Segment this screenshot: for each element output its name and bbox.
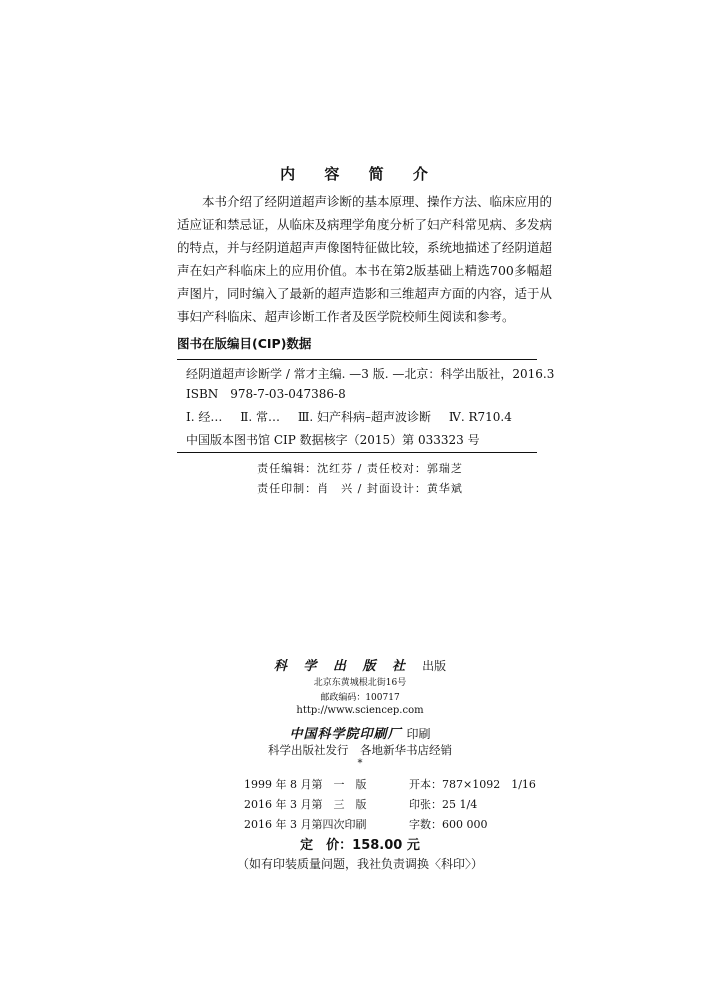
cip-number: 中国版本图书馆 CIP 数据核字（2015）第 033323 号 <box>186 433 480 447</box>
cip-class-item: Ⅰ. 经… <box>186 410 223 424</box>
page-title: 内 容 简 介 <box>280 165 440 183</box>
cip-top-rule <box>177 359 537 360</box>
publisher-suffix: 出版 <box>422 659 447 673</box>
publisher-line <box>0 655 720 674</box>
production-credits: 责任印制：肖 兴 / 封面设计：黄华斌 <box>257 482 463 495</box>
editor-credits: 责任编辑：沈红芬 / 责任校对：郭瑞芝 <box>257 462 463 475</box>
distribution-line: 科学出版社发行 各地新华书店经销 <box>268 743 452 757</box>
edition-row <box>244 776 536 792</box>
edition-row <box>244 816 488 832</box>
edition-date: 2016 年 3 月第 三 版 <box>244 798 367 811</box>
edition-row <box>244 796 477 812</box>
cip-class-item: Ⅲ. 妇产科病–超声波诊断 <box>297 410 432 424</box>
postcode: 邮政编码：100717 <box>320 693 400 703</box>
cip-classification <box>186 408 526 425</box>
printer-line <box>0 723 720 742</box>
book-summary: 本书介绍了经阴道超声诊断的基本原理、操作方法、临床应用的适应证和禁忌证，从临床及病理学角度分析了妇产科常见病、多发病的特点，并与经阴道超声声像图特征做比较，系统地描述了经阴道超声在妇产科临床上的应用价值。本书在第2版基础上精选700多幅超声图片，同时编入了最新的超声造影和三维超声方面的内容，适于从事妇产科临床、超声诊断工作者及医学院校师生阅读和参考。 <box>177 194 553 324</box>
edition-spec: 印张：25 1/4 <box>409 798 478 811</box>
edition-date: 2016 年 3 月第四次印刷 <box>244 818 367 831</box>
cip-bottom-rule <box>177 452 537 453</box>
printer-name: 中国科学院印刷厂 <box>289 727 402 742</box>
cip-isbn: ISBN 978-7-03-047386-8 <box>186 387 346 401</box>
separator-star: * <box>357 758 363 769</box>
cip-class-item: Ⅱ. 常… <box>240 410 280 424</box>
printer-suffix: 印刷 <box>406 727 431 741</box>
cip-catalog-line: 经阴道超声诊断学 / 常才主编. —3 版. —北京：科学出版社，2016.3 <box>186 367 555 381</box>
publisher-address: 北京东黄城根北街16号 <box>313 678 407 688</box>
price-value: 158.00 元 <box>352 838 420 853</box>
price-label: 定 价： <box>300 838 353 853</box>
publisher-name: 科 学 出 版 社 <box>273 659 411 674</box>
cip-class-item: Ⅳ. R710.4 <box>448 410 512 424</box>
cip-heading: 图书在版编目(CIP)数据 <box>177 336 312 351</box>
quality-notice: （如有印装质量问题，我社负责调换〈科印〉） <box>236 857 483 871</box>
price-line <box>0 834 720 853</box>
edition-spec: 开本：787×1092 1/16 <box>409 778 536 791</box>
publisher-url: http://www.sciencep.com <box>296 705 424 716</box>
edition-spec: 字数：600 000 <box>409 818 488 831</box>
edition-date: 1999 年 8 月第 一 版 <box>244 778 367 791</box>
